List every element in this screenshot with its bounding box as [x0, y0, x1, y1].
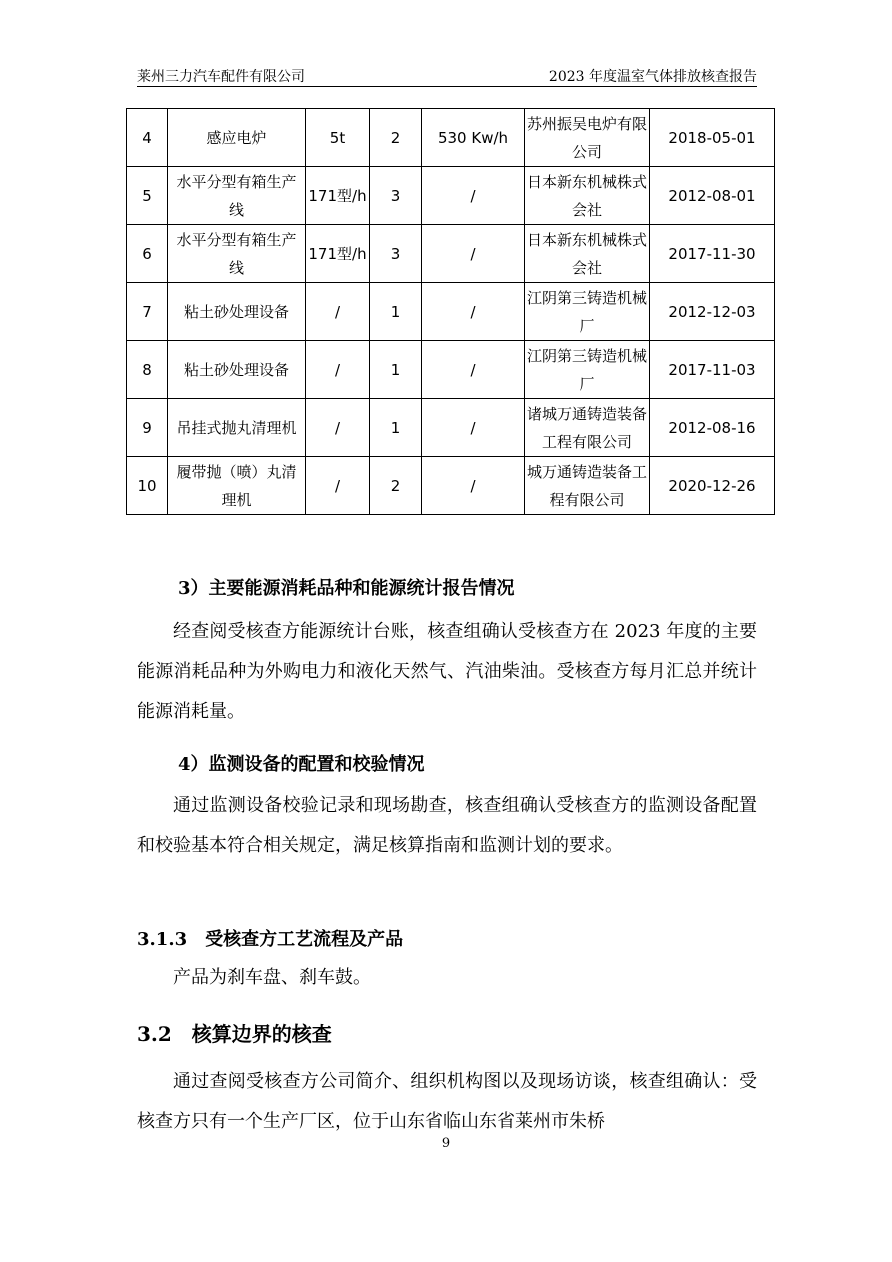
- section-3-body: 经查阅受核查方能源统计台账，核查组确认受核查方在 2023 年度的主要能源消耗品种为外购电力和液化天然气、汽油柴油。受核查方每月汇总并统计能源消耗量。: [137, 621, 757, 722]
- table-cell-maker: 江阴第三铸造机械厂: [525, 341, 650, 399]
- table-cell-name: 粘土砂处理设备: [168, 283, 306, 341]
- table-row: [127, 341, 775, 399]
- table-cell-maker: 城万通铸造装备工程有限公司: [525, 457, 650, 515]
- table-cell-spec: /: [306, 457, 370, 515]
- table-cell-spec: /: [306, 283, 370, 341]
- table-cell-qty: 1: [370, 399, 422, 457]
- table-row: [127, 399, 775, 457]
- header-report-title: 2023 年度温室气体排放核查报告: [548, 69, 757, 85]
- table-cell-power: /: [422, 399, 525, 457]
- table-cell-name: 粘土砂处理设备: [168, 341, 306, 399]
- table-cell-power: /: [422, 167, 525, 225]
- equipment-table-body: [127, 109, 775, 515]
- table-cell-power: /: [422, 457, 525, 515]
- table-cell-name: 感应电炉: [168, 109, 306, 167]
- table-cell-date: 2017-11-03: [650, 341, 775, 399]
- table-cell-date: 2018-05-01: [650, 109, 775, 167]
- table-cell-no: 7: [127, 283, 168, 341]
- table-cell-date: 2017-11-30: [650, 225, 775, 283]
- page-header: [137, 64, 757, 87]
- table-cell-qty: 2: [370, 457, 422, 515]
- section-3-heading: 3）主要能源消耗品种和能源统计报告情况: [178, 578, 515, 599]
- table-cell-maker: 苏州振吴电炉有限公司: [525, 109, 650, 167]
- table-cell-qty: 2: [370, 109, 422, 167]
- table-cell-date: 2012-08-01: [650, 167, 775, 225]
- table-cell-maker: 诸城万通铸造装备工程有限公司: [525, 399, 650, 457]
- table-cell-qty: 3: [370, 225, 422, 283]
- table-row: [127, 283, 775, 341]
- table-cell-no: 9: [127, 399, 168, 457]
- table-cell-date: 2020-12-26: [650, 457, 775, 515]
- table-cell-name: 履带抛（喷）丸清理机: [168, 457, 306, 515]
- table-cell-name: 水平分型有箱生产线: [168, 225, 306, 283]
- section-3-2-heading: 3.2 核算边界的核查: [137, 1022, 332, 1046]
- table-cell-spec: /: [306, 399, 370, 457]
- table-cell-power: /: [422, 225, 525, 283]
- table-row: [127, 225, 775, 283]
- table-cell-spec: /: [306, 341, 370, 399]
- table-cell-no: 10: [127, 457, 168, 515]
- table-cell-no: 8: [127, 341, 168, 399]
- table-cell-spec: 171型/h: [306, 167, 370, 225]
- table-cell-power: /: [422, 283, 525, 341]
- table-cell-qty: 3: [370, 167, 422, 225]
- table-cell-spec: 5t: [306, 109, 370, 167]
- table-row: [127, 457, 775, 515]
- section-3-1-3-heading: 3.1.3 受核查方工艺流程及产品: [137, 929, 404, 950]
- section-3-2-body: 通过查阅受核查方公司简介、组织机构图以及现场访谈，核查组确认：受核查方只有一个生产厂区，位于山东省临山东省莱州市朱桥: [137, 1071, 757, 1132]
- equipment-table: [126, 108, 775, 515]
- section-4-heading: 4）监测设备的配置和校验情况: [178, 754, 425, 775]
- section-4-body: 通过监测设备校验记录和现场勘查，核查组确认受核查方的监测设备配置和校验基本符合相关规定，满足核算指南和监测计划的要求。: [137, 795, 757, 856]
- section-3-1-3-body: 产品为刹车盘、刹车鼓。: [173, 967, 371, 988]
- table-cell-qty: 1: [370, 283, 422, 341]
- table-cell-qty: 1: [370, 341, 422, 399]
- table-row: [127, 109, 775, 167]
- table-cell-maker: 江阴第三铸造机械厂: [525, 283, 650, 341]
- header-company: 莱州三力汽车配件有限公司: [137, 69, 305, 85]
- table-cell-power: /: [422, 341, 525, 399]
- page-number: 9: [441, 1136, 451, 1151]
- table-cell-power: 530 Kw/h: [422, 109, 525, 167]
- table-cell-no: 4: [127, 109, 168, 167]
- table-cell-maker: 日本新东机械株式会社: [525, 225, 650, 283]
- table-cell-spec: 171型/h: [306, 225, 370, 283]
- table-cell-no: 5: [127, 167, 168, 225]
- table-cell-date: 2012-08-16: [650, 399, 775, 457]
- table-row: [127, 167, 775, 225]
- table-cell-date: 2012-12-03: [650, 283, 775, 341]
- table-cell-no: 6: [127, 225, 168, 283]
- table-cell-name: 水平分型有箱生产线: [168, 167, 306, 225]
- table-cell-name: 吊挂式抛丸清理机: [168, 399, 306, 457]
- table-cell-maker: 日本新东机械株式会社: [525, 167, 650, 225]
